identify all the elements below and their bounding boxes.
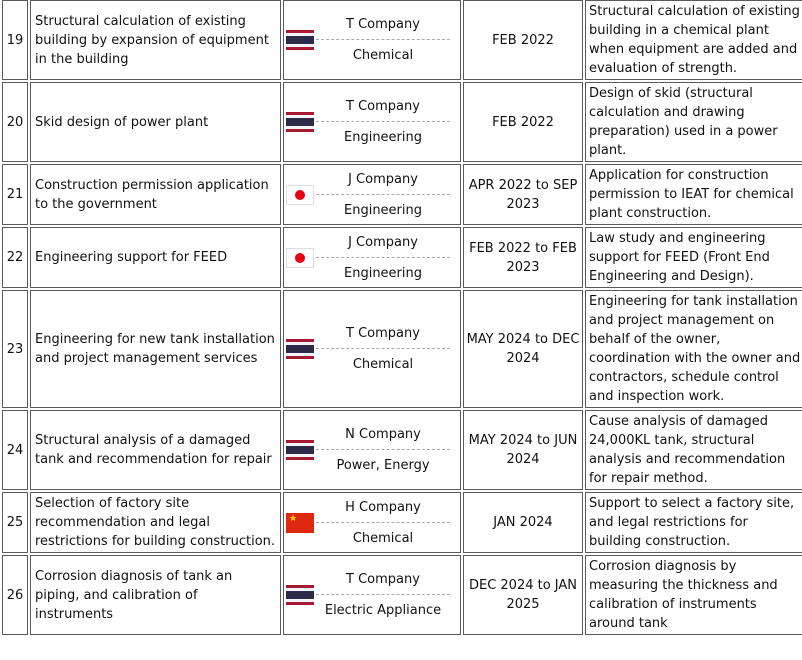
table-row (2, 0, 802, 80)
client-cell (283, 555, 461, 635)
company-name: J Company (348, 234, 418, 250)
project-title: Construction permission application to the government (30, 164, 281, 225)
company-name: T Company (346, 17, 420, 32)
industry-name: Electric Appliance (324, 603, 442, 618)
client-cell (283, 164, 461, 225)
table-row (2, 290, 802, 408)
thailand-flag-icon (286, 585, 314, 605)
client-cell (283, 82, 461, 162)
project-date: DEC 2024 to JAN 2025 (463, 555, 583, 635)
project-description: Structural calculation of existing building in a chemical plant when equipment are added and evaluation of strength. (585, 0, 802, 80)
table-row (2, 82, 802, 162)
project-description: Engineering for tank installation and project management on behalf of the owner, coordination with the owner and contractors, schedule control and inspection work. (585, 290, 802, 408)
company-name: T Company (346, 326, 420, 341)
row-number: 24 (2, 410, 28, 490)
industry-name: Engineering (344, 130, 422, 145)
project-date: FEB 2022 (463, 82, 583, 162)
table-row (2, 164, 802, 225)
company-name: T Company (346, 99, 420, 114)
thailand-flag-icon (286, 30, 314, 50)
row-number: 21 (2, 164, 28, 225)
project-description: Design of skid (structural calculation and drawing preparation) used in a power plant. (585, 82, 802, 162)
company-name: N Company (345, 427, 421, 442)
project-date: FEB 2022 to FEB 2023 (463, 227, 583, 288)
row-number: 20 (2, 82, 28, 162)
thailand-flag-icon (286, 112, 314, 132)
company-name: H Company (345, 499, 421, 515)
project-title: Engineering support for FEED (30, 227, 281, 288)
project-date: JAN 2024 (463, 492, 583, 553)
japan-flag-icon (286, 248, 314, 268)
project-title: Corrosion diagnosis of tank an piping, and calibration of instruments (30, 555, 281, 635)
table-row (2, 492, 802, 553)
company-name: T Company (346, 572, 420, 587)
japan-flag-icon (286, 185, 314, 205)
project-title: Structural calculation of existing building by expansion of equipment in the building (30, 0, 281, 80)
row-number: 23 (2, 290, 28, 408)
client-cell (283, 410, 461, 490)
project-date: MAY 2024 to DEC 2024 (463, 290, 583, 408)
project-title: Skid design of power plant (30, 82, 281, 162)
client-cell (283, 227, 461, 288)
project-date: APR 2022 to SEP 2023 (463, 164, 583, 225)
project-date: FEB 2022 (463, 0, 583, 80)
row-number: 26 (2, 555, 28, 635)
project-title: Selection of factory site recommendation and legal restrictions for building construction. (30, 492, 281, 553)
project-date: MAY 2024 to JUN 2024 (463, 410, 583, 490)
project-description: Support to select a factory site, and legal restrictions for building construction. (585, 492, 802, 553)
project-title: Engineering for new tank installation and project management services (30, 290, 281, 408)
industry-name: Chemical (352, 48, 414, 63)
table-row (2, 227, 802, 288)
project-title: Structural analysis of a damaged tank and recommendation for repair (30, 410, 281, 490)
client-cell (283, 0, 461, 80)
table-row (2, 555, 802, 635)
project-description: Corrosion diagnosis by measuring the thickness and calibration of instruments around tank (585, 555, 802, 635)
industry-name: Chemical (352, 357, 414, 372)
project-description: Law study and engineering support for FEED (Front End Engineering and Design). (585, 227, 802, 288)
client-cell (283, 492, 461, 553)
project-description: Cause analysis of damaged 24,000KL tank, structural analysis and recommendation for repair method. (585, 410, 802, 490)
industry-name: Chemical (352, 530, 414, 546)
industry-name: Engineering (344, 202, 422, 218)
row-number: 19 (2, 0, 28, 80)
thailand-flag-icon (286, 339, 314, 359)
client-cell (283, 290, 461, 408)
table-row (2, 410, 802, 490)
industry-name: Power, Energy (336, 458, 430, 473)
row-number: 22 (2, 227, 28, 288)
row-number: 25 (2, 492, 28, 553)
thailand-flag-icon (286, 440, 314, 460)
china-flag-icon: ★ (286, 513, 314, 533)
industry-name: Engineering (344, 265, 422, 281)
company-name: J Company (348, 171, 418, 187)
project-description: Application for construction permission to IEAT for chemical plant construction. (585, 164, 802, 225)
